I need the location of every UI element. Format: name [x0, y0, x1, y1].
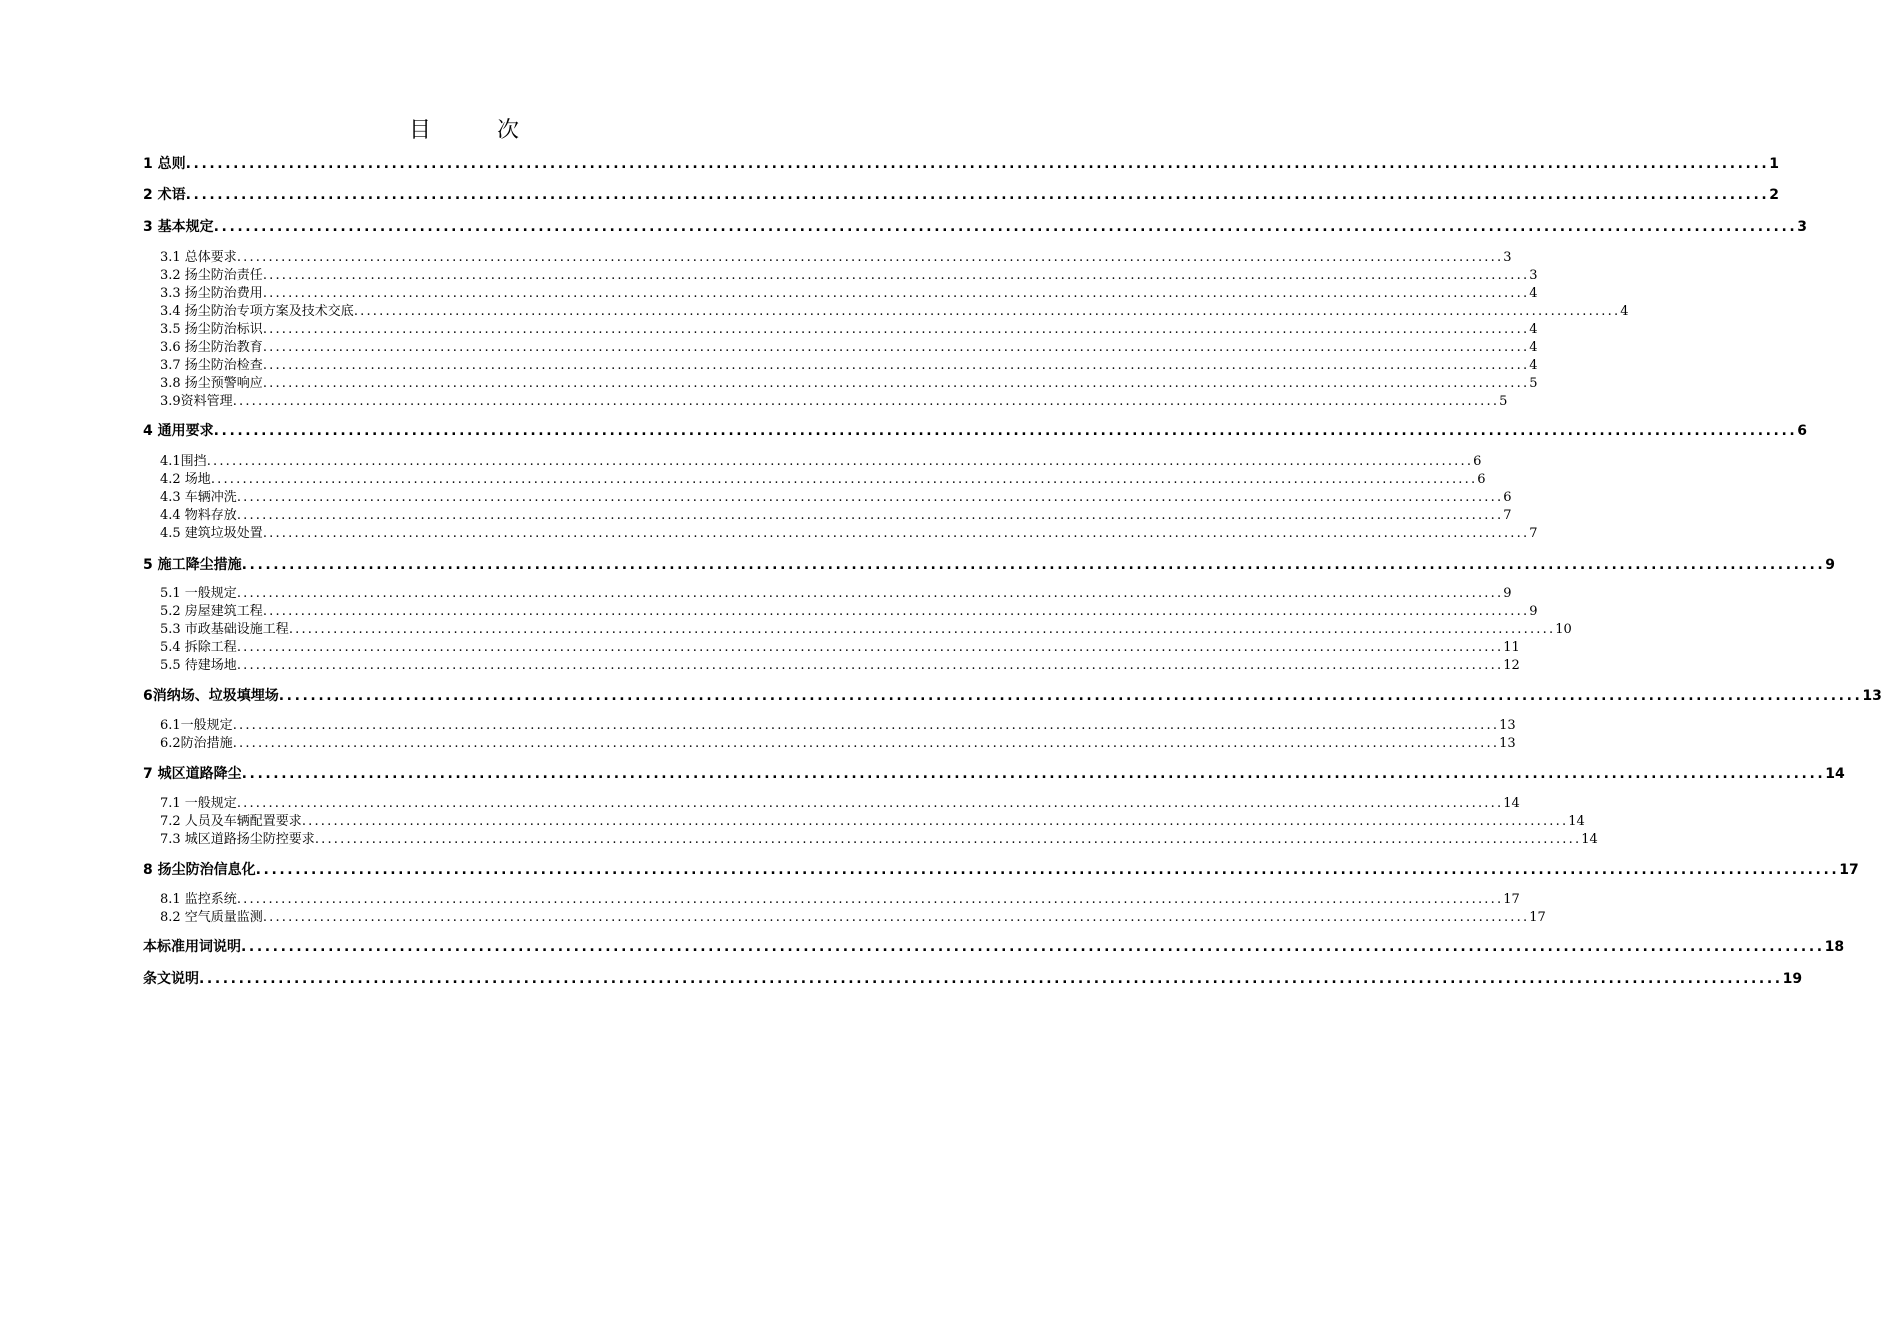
toc-entry-page-number: 13 — [1499, 718, 1516, 733]
toc-entry-label: 3.5 扬尘防治标识 — [160, 322, 263, 337]
toc-leader-dots: ........................................................................................................................................................................................................ — [232, 394, 1500, 409]
toc-entry[interactable] — [160, 831, 1598, 849]
toc-entry-label: 4 通用要求 — [143, 423, 214, 439]
toc-leader-dots: ........................................................................................................................................................................................................ — [236, 892, 1504, 907]
toc-entry-label: 8.1 监控系统 — [160, 892, 237, 907]
toc-entry-page-number: 11 — [1503, 640, 1520, 655]
toc-entry[interactable] — [160, 357, 1538, 375]
toc-entry-label: 5.5 待建场地 — [160, 658, 237, 673]
toc-leader-dots: ........................................................................................................................................................................................................ — [236, 586, 1504, 601]
toc-leader-dots: ........................................................................................................................................................................................................ — [206, 454, 1474, 469]
toc-entry-page-number: 13 — [1862, 688, 1882, 704]
toc-leader-dots: ........................................................................................................................................................................................................ — [185, 187, 1770, 203]
toc-entry-label: 6.2防治措施 — [160, 736, 233, 751]
toc-entry[interactable] — [160, 489, 1512, 507]
toc-leader-dots: ........................................................................................................................................................................................................ — [236, 640, 1504, 655]
toc-entry-label: 本标准用词说明 — [143, 939, 241, 955]
toc-entry-page-number: 5 — [1499, 394, 1508, 409]
toc-entry-label: 5.2 房屋建筑工程 — [160, 604, 263, 619]
toc-leader-dots: ........................................................................................................................................................................................................ — [213, 423, 1798, 439]
toc-entry-label: 5 施工降尘措施 — [143, 557, 242, 573]
toc-entry-page-number: 17 — [1839, 862, 1859, 878]
toc-entry[interactable] — [160, 267, 1538, 285]
toc-entry-label: 4.2 场地 — [160, 472, 211, 487]
toc-entry-page-number: 5 — [1529, 376, 1538, 391]
toc-entry[interactable] — [143, 969, 1803, 989]
toc-leader-dots: ........................................................................................................................................................................................................ — [232, 736, 1500, 751]
toc-entry[interactable] — [143, 686, 1882, 706]
toc-entry[interactable] — [143, 937, 1845, 957]
toc-entry[interactable] — [160, 321, 1538, 339]
toc-entry-label: 3.3 扬尘防治费用 — [160, 286, 263, 301]
toc-title: 目 次 — [408, 118, 541, 143]
toc-entry[interactable] — [143, 860, 1859, 880]
toc-entry-label: 4.1围挡 — [160, 454, 207, 469]
toc-entry-page-number: 3 — [1503, 250, 1512, 265]
toc-entry[interactable] — [160, 735, 1516, 753]
toc-entry-page-number: 3 — [1529, 268, 1538, 283]
toc-entry-label: 7.3 城区道路扬尘防控要求 — [160, 832, 315, 847]
toc-leader-dots: ........................................................................................................................................................................................................ — [236, 490, 1504, 505]
toc-entry-page-number: 4 — [1529, 358, 1538, 373]
toc-entry[interactable] — [160, 717, 1516, 735]
toc-entry[interactable] — [143, 154, 1780, 174]
toc-entry-page-number: 13 — [1499, 736, 1516, 751]
toc-entry[interactable] — [160, 249, 1512, 267]
toc-entry[interactable] — [160, 375, 1538, 393]
toc-entry-page-number: 17 — [1503, 892, 1520, 907]
toc-entry[interactable] — [160, 639, 1520, 657]
toc-entry-label: 7.2 人员及车辆配置要求 — [160, 814, 302, 829]
toc-entry-page-number: 17 — [1529, 910, 1546, 925]
toc-entry-label: 3.9资料管理 — [160, 394, 233, 409]
toc-entry-label: 7.1 一般规定 — [160, 796, 237, 811]
toc-entry-label: 5.4 拆除工程 — [160, 640, 237, 655]
toc-entry[interactable] — [160, 909, 1546, 927]
toc-entry-page-number: 4 — [1529, 340, 1538, 355]
toc-entry-page-number: 9 — [1529, 604, 1538, 619]
toc-entry[interactable] — [160, 813, 1585, 831]
toc-entry-label: 3.2 扬尘防治责任 — [160, 268, 263, 283]
toc-entry-page-number: 7 — [1503, 508, 1512, 523]
toc-entry[interactable] — [143, 421, 1808, 441]
toc-entry-label: 1 总则 — [143, 156, 186, 172]
toc-entry-label: 3.8 扬尘预警响应 — [160, 376, 263, 391]
toc-leader-dots: ........................................................................................................................................................................................................ — [236, 250, 1504, 265]
toc-leader-dots: ........................................................................................................................................................................................................ — [232, 718, 1500, 733]
toc-entry[interactable] — [160, 621, 1572, 639]
toc-entry-page-number: 14 — [1503, 796, 1520, 811]
toc-entry-label: 4.3 车辆冲洗 — [160, 490, 237, 505]
toc-leader-dots: ........................................................................................................................................................................................................ — [278, 688, 1863, 704]
toc-entry[interactable] — [160, 303, 1629, 321]
toc-entry-page-number: 14 — [1825, 766, 1845, 782]
toc-entry-page-number: 19 — [1782, 971, 1803, 987]
toc-entry-page-number: 9 — [1503, 586, 1512, 601]
toc-entry-label: 8.2 空气质量监测 — [160, 910, 263, 925]
toc-entry-page-number: 6 — [1503, 490, 1512, 505]
toc-entry[interactable] — [160, 339, 1538, 357]
toc-leader-dots: ........................................................................................................................................................................................................ — [241, 766, 1826, 782]
toc-leader-dots: ........................................................................................................................................................................................................ — [236, 508, 1504, 523]
toc-entry-label: 5.1 一般规定 — [160, 586, 237, 601]
toc-entry-page-number: 18 — [1824, 939, 1845, 955]
toc-leader-dots: ........................................................................................................................................................................................................ — [210, 472, 1478, 487]
toc-entry[interactable] — [160, 507, 1512, 525]
toc-entry-label: 3.4 扬尘防治专项方案及技术交底 — [160, 304, 354, 319]
toc-entry[interactable] — [160, 453, 1482, 471]
toc-leader-dots: ........................................................................................................................................................................................................ — [314, 832, 1582, 847]
toc-leader-dots: ........................................................................................................................................................................................................ — [262, 340, 1530, 355]
toc-leader-dots: ........................................................................................................................................................................................................ — [236, 796, 1504, 811]
toc-entry-page-number: 3 — [1797, 219, 1808, 235]
toc-leader-dots: ........................................................................................................................................................................................................ — [288, 622, 1556, 637]
toc-entry-label: 3.7 扬尘防治检查 — [160, 358, 263, 373]
toc-entry[interactable] — [160, 285, 1538, 303]
toc-leader-dots: ........................................................................................................................................................................................................ — [241, 557, 1826, 573]
toc-entry[interactable] — [160, 525, 1538, 543]
toc-entry-page-number: 6 — [1473, 454, 1482, 469]
toc-entry[interactable] — [160, 891, 1520, 909]
toc-entry-label: 5.3 市政基础设施工程 — [160, 622, 289, 637]
toc-entry[interactable] — [160, 585, 1512, 603]
toc-entry-page-number: 6 — [1477, 472, 1486, 487]
toc-entry-page-number: 7 — [1529, 526, 1538, 541]
toc-leader-dots: ........................................................................................................................................................................................................ — [353, 304, 1621, 319]
toc-entry-page-number: 1 — [1769, 156, 1780, 172]
toc-leader-dots: ........................................................................................................................................................................................................ — [262, 526, 1530, 541]
toc-entry[interactable] — [160, 795, 1520, 813]
toc-entry[interactable] — [160, 657, 1520, 675]
toc-leader-dots: ........................................................................................................................................................................................................ — [262, 358, 1530, 373]
toc-entry-page-number: 10 — [1555, 622, 1572, 637]
toc-leader-dots: ........................................................................................................................................................................................................ — [199, 971, 1783, 987]
toc-leader-dots: ........................................................................................................................................................................................................ — [262, 286, 1530, 301]
toc-leader-dots: ........................................................................................................................................................................................................ — [241, 939, 1825, 955]
toc-entry[interactable] — [143, 217, 1808, 237]
toc-entry[interactable] — [143, 185, 1780, 205]
toc-entry-page-number: 4 — [1620, 304, 1629, 319]
toc-entry-label: 3 基本规定 — [143, 219, 214, 235]
toc-leader-dots: ........................................................................................................................................................................................................ — [262, 910, 1530, 925]
toc-entry[interactable] — [160, 393, 1508, 411]
toc-entry[interactable] — [160, 603, 1538, 621]
toc-leader-dots: ........................................................................................................................................................................................................ — [262, 268, 1530, 283]
toc-entry-label: 条文说明 — [143, 971, 199, 987]
toc-leader-dots: ........................................................................................................................................................................................................ — [236, 658, 1504, 673]
toc-entry-page-number: 14 — [1581, 832, 1598, 847]
toc-entry-page-number: 4 — [1529, 286, 1538, 301]
toc-entry-label: 6消纳场、垃圾填埋场 — [143, 688, 279, 704]
toc-entry-label: 4.5 建筑垃圾处置 — [160, 526, 263, 541]
toc-entry-label: 2 术语 — [143, 187, 186, 203]
toc-entry-page-number: 9 — [1825, 557, 1836, 573]
toc-entry[interactable] — [160, 471, 1486, 489]
toc-leader-dots: ........................................................................................................................................................................................................ — [213, 219, 1798, 235]
toc-entry[interactable] — [143, 555, 1836, 575]
toc-leader-dots: ........................................................................................................................................................................................................ — [262, 376, 1530, 391]
toc-entry-page-number: 2 — [1769, 187, 1780, 203]
toc-entry-page-number: 4 — [1529, 322, 1538, 337]
toc-entry-label: 7 城区道路降尘 — [143, 766, 242, 782]
toc-leader-dots: ........................................................................................................................................................................................................ — [301, 814, 1569, 829]
toc-leader-dots: ........................................................................................................................................................................................................ — [262, 322, 1530, 337]
toc-entry-label: 6.1一般规定 — [160, 718, 233, 733]
toc-leader-dots: ........................................................................................................................................................................................................ — [255, 862, 1840, 878]
toc-entry-page-number: 6 — [1797, 423, 1808, 439]
toc-entry-label: 3.1 总体要求 — [160, 250, 237, 265]
toc-leader-dots: ........................................................................................................................................................................................................ — [262, 604, 1530, 619]
toc-entry-label: 3.6 扬尘防治教育 — [160, 340, 263, 355]
toc-entry[interactable] — [143, 764, 1845, 784]
toc-leader-dots: ........................................................................................................................................................................................................ — [185, 156, 1770, 172]
toc-entry-page-number: 12 — [1503, 658, 1520, 673]
toc-entry-label: 8 扬尘防治信息化 — [143, 862, 256, 878]
toc-entry-label: 4.4 物料存放 — [160, 508, 237, 523]
toc-entry-page-number: 14 — [1568, 814, 1585, 829]
